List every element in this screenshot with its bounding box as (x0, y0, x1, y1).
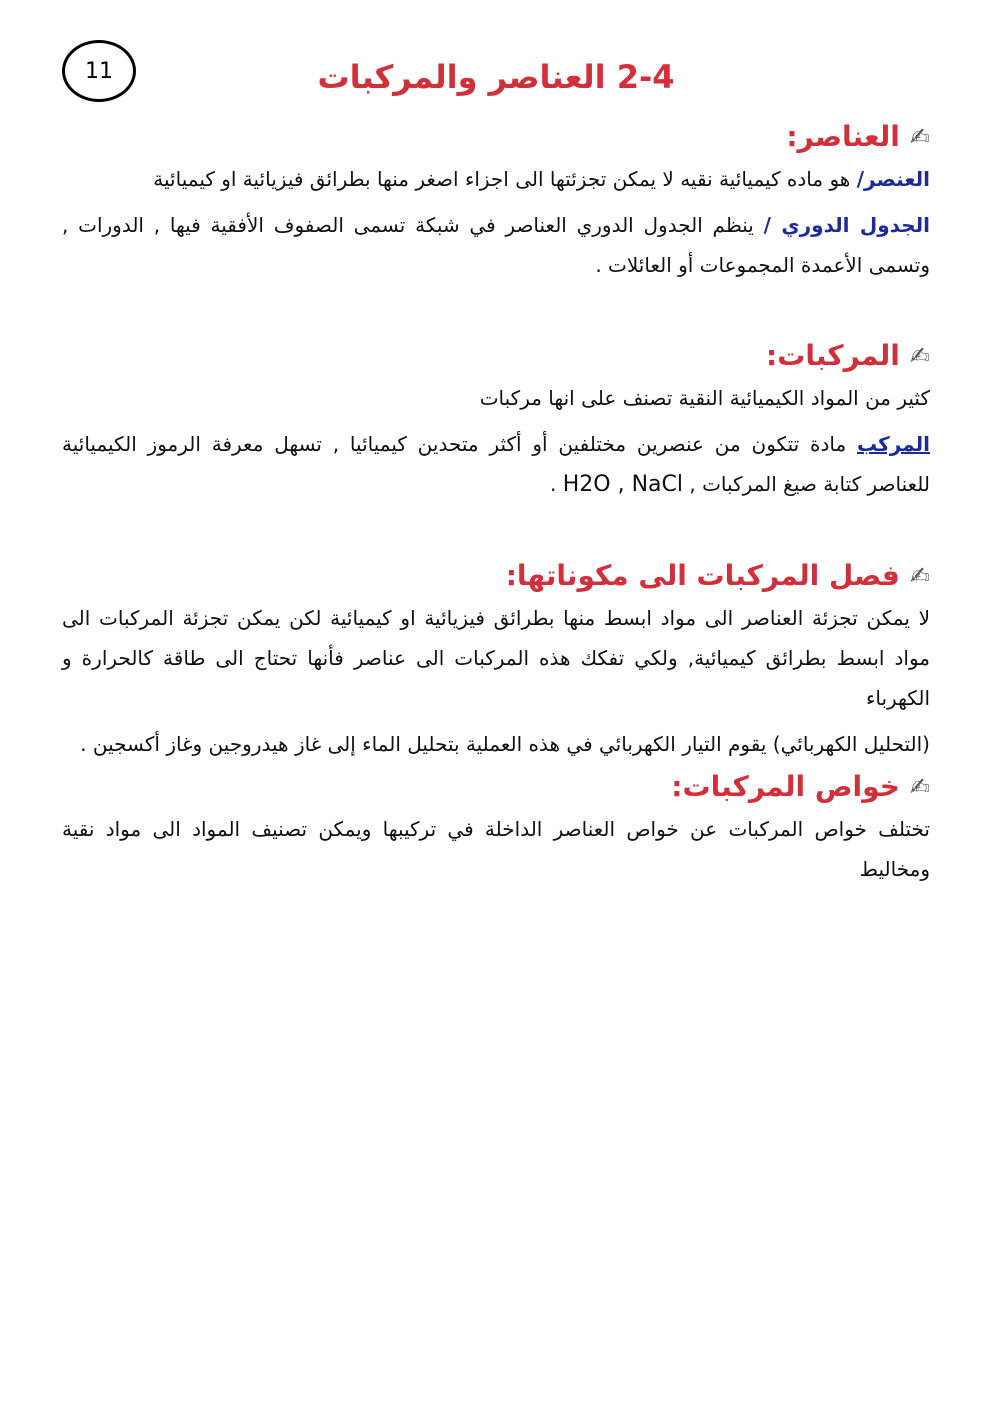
term-compound: المركب (856, 432, 931, 456)
compound-definition (62, 424, 930, 505)
section-heading-compounds (62, 339, 930, 372)
definition-text: ينظم الجدول الدوري العناصر في شبكة تسمى الصفوف الأفقية فيها , الدورات , وتسمى الأعمدة المجموعات أو العائلات . (62, 213, 930, 277)
page-number: 11 (62, 40, 136, 102)
periodic-table-definition (62, 205, 930, 285)
section-heading-properties (62, 770, 930, 803)
electrolysis-paragraph: (التحليل الكهربائي) يقوم التيار الكهربائي في هذه العملية بتحليل الماء إلى غاز هيدروجين وغاز أكسجين . (80, 732, 930, 756)
heading-text: المركبات: (766, 339, 900, 372)
separation-paragraph: لا يمكن تجزئة العناصر الى مواد ابسط منها بطرائق فيزيائية او كيميائية لكن يمكن تجزئة المركبات الى مواد ابسط بطرائق كيميائية, ولكي تفكك هذه المركبات الى عناصر فأنها تحتاج الى طاقة كالحرارة و الكهرباء (62, 606, 930, 710)
pen-icon: ✍ (909, 772, 930, 801)
chemical-formulas: H2O , NaCl (562, 472, 684, 497)
heading-text: فصل المركبات الى مكوناتها: (505, 559, 900, 592)
pen-icon: ✍ (909, 341, 930, 370)
definition-text: هو ماده كيميائية نقيه لا يمكن تجزئتها الى اجزاء اصغر منها بطرائق فيزيائية او كيميائية (153, 167, 851, 191)
element-definition (62, 159, 930, 199)
definition-text: مادة تتكون من عنصرين مختلفين أو أكثر متحدين كيميائيا , تسهل معرفة الرموز الكيميائية للعناصر كتابة صيغ المركبات , (62, 432, 930, 496)
term-periodic-table: الجدول الدوري / (763, 213, 931, 237)
document-body (62, 120, 930, 889)
section-heading-separation (62, 559, 930, 592)
term-element: العنصر/ (856, 167, 930, 191)
page-title: 2-4 العناصر والمركبات (317, 58, 675, 96)
heading-text: العناصر: (786, 120, 900, 153)
properties-paragraph: تختلف خواص المركبات عن خواص العناصر الداخلة في تركيبها ويمكن تصنيف المواد الى مواد نقية ومخاليط (62, 817, 930, 881)
pen-icon: ✍ (909, 561, 930, 590)
heading-text: خواص المركبات: (671, 770, 900, 803)
compounds-intro: كثير من المواد الكيميائية النقية تصنف على انها مركبات (479, 386, 930, 410)
section-heading-elements (62, 120, 930, 153)
sentence-end: . (550, 472, 557, 496)
pen-icon: ✍ (909, 122, 930, 151)
